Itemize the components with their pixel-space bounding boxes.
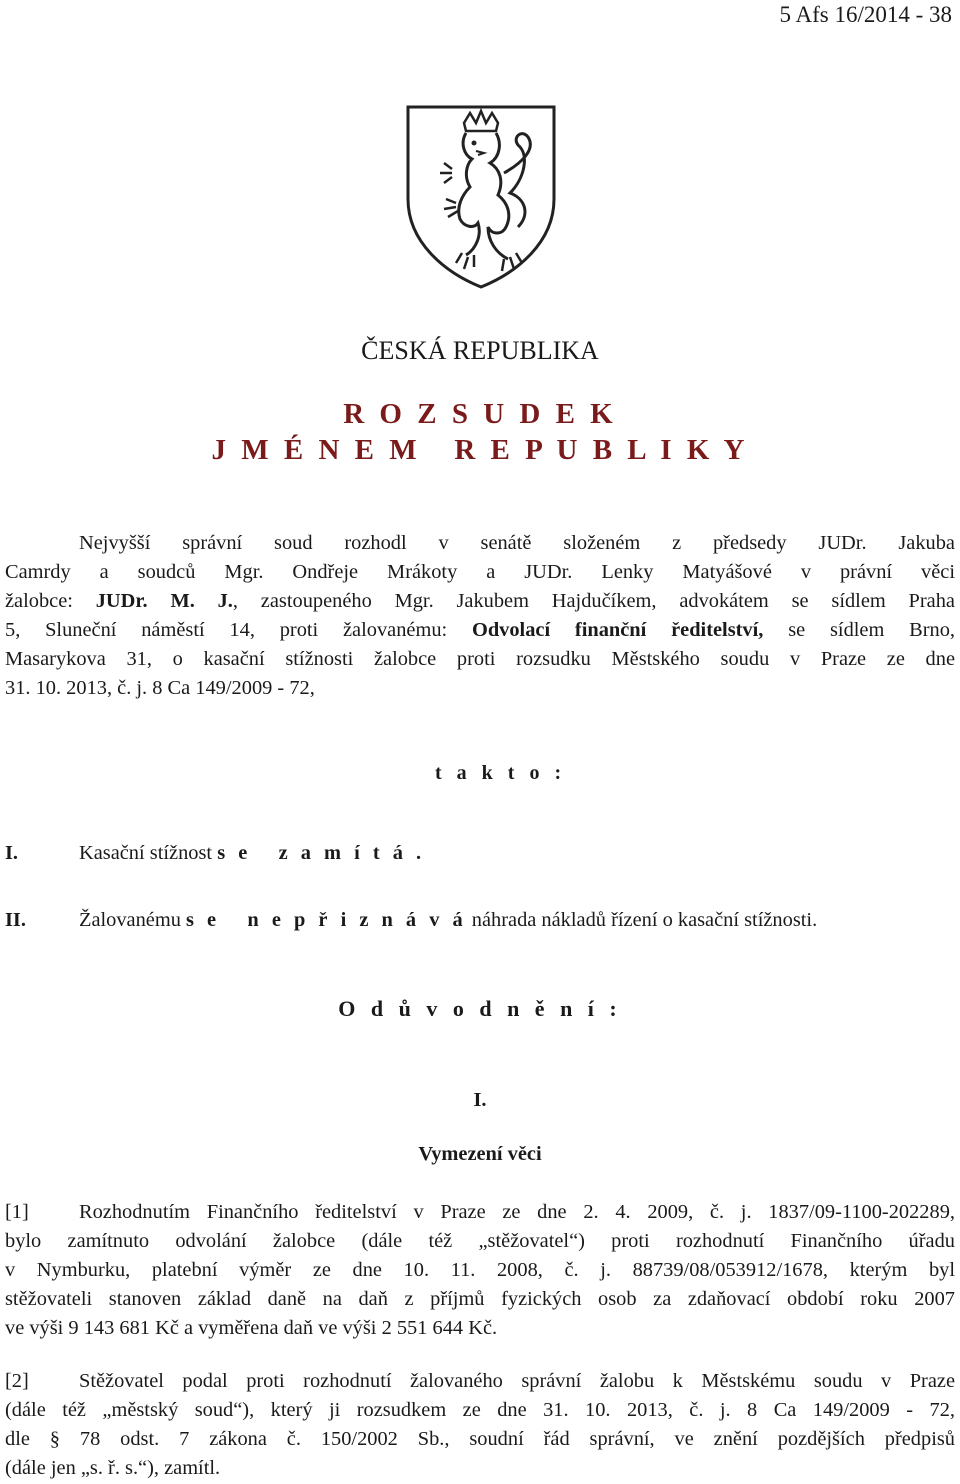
paragraph-line: ve výši 9 143 681 Kč a vyměřena daň ve výši 2 551 644 Kč. <box>5 1317 498 1339</box>
verdict-text: Žalovanému <box>79 909 187 931</box>
verdict-number: II. <box>5 909 26 931</box>
intro-line <box>5 616 955 645</box>
section-sign: § <box>49 1428 60 1450</box>
paragraph-1 <box>5 1198 955 1343</box>
intro-text: se sídlem Brno, <box>763 619 956 641</box>
reasoning-heading: O d ů v o d n ě n í : <box>338 996 622 1021</box>
section-number: I. <box>473 1089 487 1111</box>
paragraph-text: 78 odst. 7 zákona č. 150/2002 Sb., soudní řád správní, ve znění pozdějších předpisů <box>60 1428 955 1450</box>
intro-paragraph <box>5 529 955 703</box>
paragraph-text: Rozhodnutím Finančního ředitelství v Praze ze dne 2. 4. 2009, č. j. 1837/09-1100-202289, <box>79 1201 955 1223</box>
paragraph-number: [2] <box>5 1370 29 1392</box>
intro-line: 31. 10. 2013, č. j. 8 Ca 149/2009 - 72, <box>5 677 315 699</box>
verdict-item-ii <box>5 909 817 932</box>
paragraph-line: stěžovateli stanoven základ daně na daň z příjmů fyzických osob za zdaňovací období roku 2007 <box>5 1288 955 1310</box>
paragraph-line <box>5 1198 955 1227</box>
defendant-name: Odvolací finanční ředitelství, <box>471 619 764 641</box>
document-title: R O Z S U D E K <box>343 398 617 430</box>
paragraph-line: bylo zamítnuto odvolání žalobce (dále též „stěžovatel“) proti rozhodnutí Finančního úřadu <box>5 1230 955 1252</box>
intro-text: 5, Sluneční náměstí 14, proti žalovanému: <box>5 619 472 641</box>
verdict-item-i <box>5 842 425 865</box>
document-subtitle: J M É N E M R E P U B L I K Y <box>211 434 749 466</box>
verdict-ruling: s e z a m í t á . <box>217 842 426 864</box>
intro-line <box>5 587 955 616</box>
case-reference: 5 Afs 16/2014 - 38 <box>779 2 952 27</box>
emblem-icon <box>404 103 558 291</box>
country-heading: ČESKÁ REPUBLIKA <box>361 336 599 365</box>
paragraph-2 <box>5 1367 955 1483</box>
verdict-ruling: s e n e p ř i z n á v á <box>186 909 467 931</box>
intro-line: Masarykova 31, o kasační stížnosti žalobce proti rozsudku Městského soudu v Praze ze dne <box>5 648 955 670</box>
paragraph-line: (dále též „městský soud“), který ji rozsudkem ze dne 31. 10. 2013, č. j. 8 Ca 149/2009 - 72, <box>5 1399 955 1421</box>
verdict-heading: t a k t o : <box>435 762 567 784</box>
paragraph-number: [1] <box>5 1201 29 1223</box>
verdict-number: I. <box>5 842 19 864</box>
plaintiff-name: JUDr. M. J. <box>95 590 233 612</box>
paragraph-text: dle <box>5 1428 50 1450</box>
intro-text: žalobce: <box>5 590 96 612</box>
paragraph-line <box>5 1425 955 1454</box>
intro-text: , zastoupeného Mgr. Jakubem Hajdučíkem, advokátem se sídlem Praha <box>232 590 955 612</box>
verdict-text: Kasační stížnost <box>79 842 218 864</box>
intro-line: Nejvyšší správní soud rozhodl v senátě složeném z předsedy JUDr. Jakuba <box>79 532 955 554</box>
paragraph-line: v Nymburku, platební výměr ze dne 10. 11. 2008, č. j. 88739/08/053912/1678, kterým byl <box>5 1259 955 1281</box>
verdict-text: náhrada nákladů řízení o kasační stížnosti. <box>466 909 818 931</box>
intro-line: Camrdy a soudců Mgr. Ondřeje Mrákoty a JUDr. Lenky Matyášové v právní věci <box>5 561 955 583</box>
section-title: Vymezení věci <box>418 1143 542 1165</box>
paragraph-line <box>5 1367 955 1396</box>
paragraph-line: (dále jen „s. ř. s.“), zamítl. <box>5 1457 221 1479</box>
paragraph-text: Stěžovatel podal proti rozhodnutí žalovaného správní žalobu k Městskému soudu v Praze <box>79 1370 955 1392</box>
